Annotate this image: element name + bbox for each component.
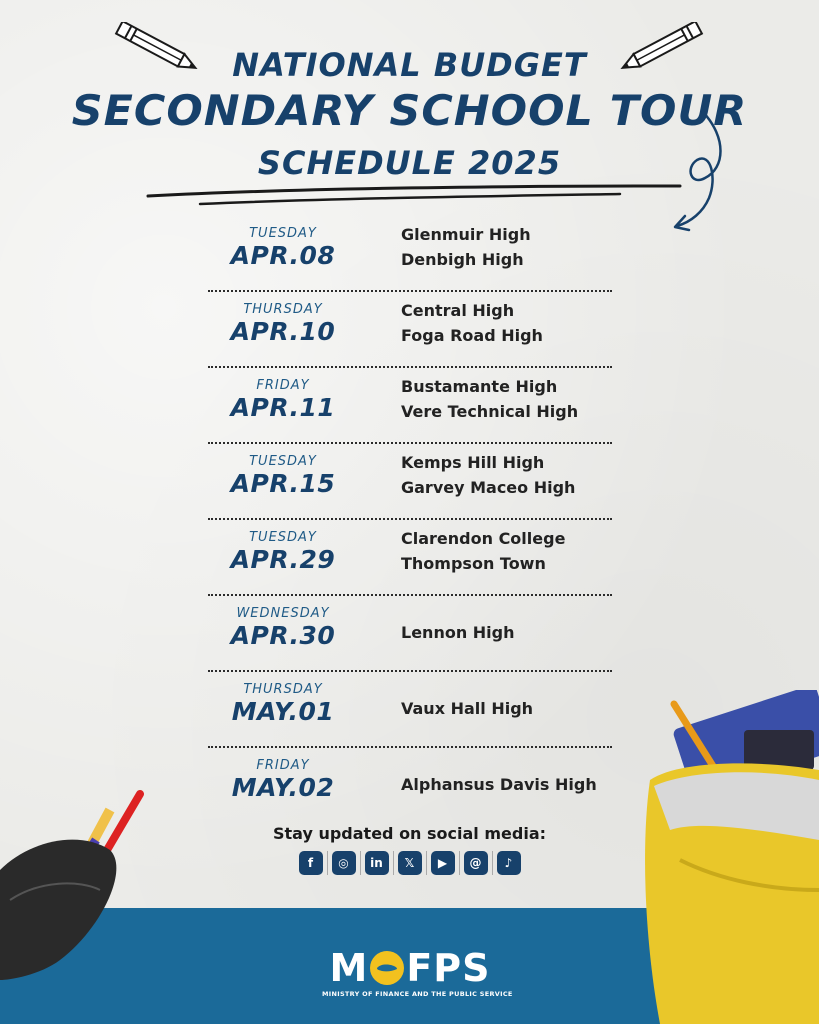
school-name: Clarendon College [401, 529, 566, 548]
school-name: Garvey Maceo High [401, 478, 576, 497]
school-name: Alphansus Davis High [401, 775, 597, 794]
date: APR.10 [230, 317, 336, 346]
date-block [208, 378, 358, 422]
date: APR.11 [230, 393, 336, 422]
jamaica-map-icon [370, 951, 404, 985]
title-line-school-tour: SECONDARY SCHOOL TOUR [71, 86, 748, 135]
schools [401, 526, 611, 576]
logo-wordmark [322, 948, 498, 988]
school-name: Thompson Town [401, 554, 546, 573]
mofps-logo [322, 946, 513, 998]
backpack-icon [640, 690, 819, 1024]
schedule-list [208, 216, 612, 824]
pencil-case-icon [0, 780, 160, 980]
school-name: Kemps Hill High [401, 453, 545, 472]
date: MAY.01 [231, 697, 335, 726]
date: APR.08 [230, 241, 336, 270]
school-name: Vere Technical High [401, 402, 579, 421]
weekday: WEDNESDAY [236, 606, 330, 621]
schedule-row [208, 748, 612, 824]
instagram-icon[interactable]: ◎ [332, 851, 356, 875]
linkedin-icon[interactable]: in [365, 851, 389, 875]
school-name: Foga Road High [401, 326, 543, 345]
school-name: Glenmuir High [401, 225, 531, 244]
weekday: TUESDAY [249, 454, 317, 469]
schools [401, 772, 611, 797]
date-block [208, 302, 358, 346]
date-block [208, 226, 358, 270]
schools [401, 620, 611, 645]
school-name: Bustamante High [401, 377, 558, 396]
weekday: THURSDAY [243, 682, 323, 697]
date-block [208, 530, 358, 574]
date: APR.30 [230, 621, 336, 650]
brush-underline [140, 180, 690, 210]
tiktok-icon[interactable]: ♪ [497, 851, 521, 875]
school-name: Denbigh High [401, 250, 524, 269]
logo-subtitle: MINISTRY OF FINANCE AND THE PUBLIC SERVICE [322, 990, 513, 998]
schools [401, 374, 611, 424]
school-name: Central High [401, 301, 515, 320]
date-block [208, 758, 358, 802]
schedule-row [208, 596, 612, 672]
weekday: TUESDAY [249, 226, 317, 241]
date-block [208, 606, 358, 650]
school-name: Lennon High [401, 623, 515, 642]
date: MAY.02 [231, 773, 335, 802]
schools [401, 696, 611, 721]
x-icon[interactable]: 𝕏 [398, 851, 422, 875]
date: APR.15 [230, 469, 336, 498]
schedule-row [208, 292, 612, 368]
logo-letters-fps: FPS [406, 946, 491, 990]
schedule-row [208, 216, 612, 292]
social-icons [295, 851, 525, 875]
schedule-row [208, 444, 612, 520]
title-line-national-budget: NATIONAL BUDGET [232, 46, 587, 84]
schedule-row [208, 520, 612, 596]
date-block [208, 454, 358, 498]
logo-letter-m: M [329, 946, 369, 990]
facebook-icon[interactable]: f [299, 851, 323, 875]
title-line-schedule: SCHEDULE 2025 [257, 144, 562, 182]
schedule-row [208, 368, 612, 444]
date-block [208, 682, 358, 726]
weekday: FRIDAY [256, 758, 310, 773]
weekday: THURSDAY [243, 302, 323, 317]
school-name: Vaux Hall High [401, 699, 534, 718]
threads-icon[interactable]: @ [464, 851, 488, 875]
schedule-row [208, 672, 612, 748]
schools [401, 450, 611, 500]
schools [401, 298, 611, 348]
weekday: TUESDAY [249, 530, 317, 545]
weekday: FRIDAY [256, 378, 310, 393]
date: APR.29 [230, 545, 336, 574]
schools [401, 222, 611, 272]
youtube-icon[interactable]: ▶ [431, 851, 455, 875]
curly-arrow-icon [665, 108, 735, 238]
social-heading: Stay updated on social media: [272, 824, 547, 843]
